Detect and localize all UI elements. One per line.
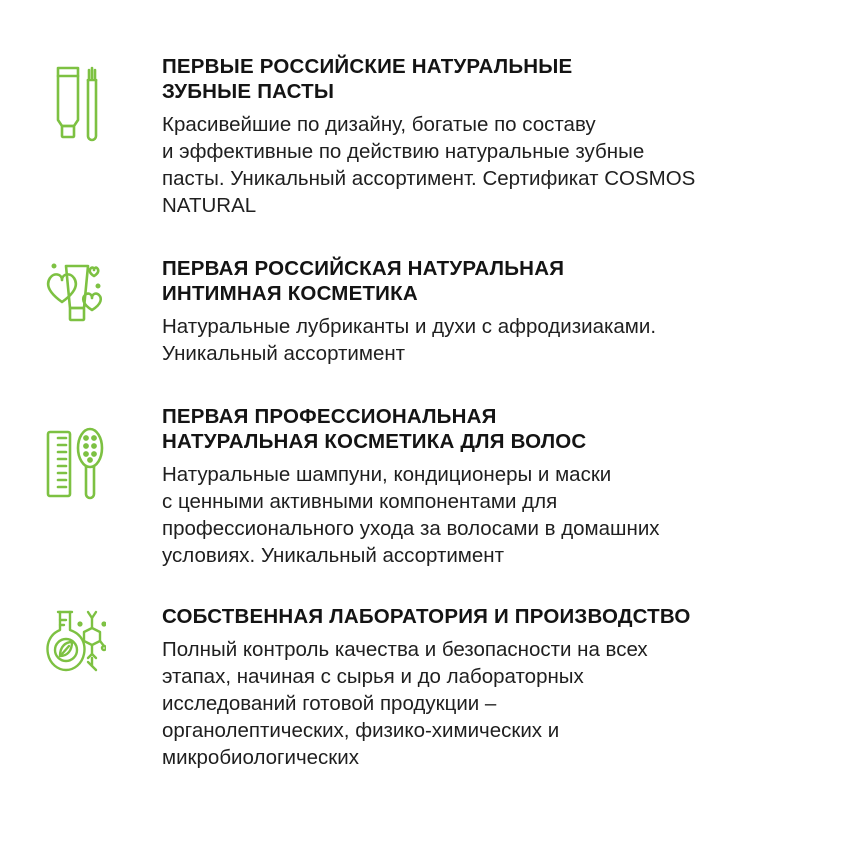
feature-title: ПЕРВЫЕ РОССИЙСКИЕ НАТУРАЛЬНЫЕ ЗУБНЫЕ ПАСТЫ <box>162 55 573 103</box>
feature-description: Натуральные шампуни, кондиционеры и маски с ценными активными компонентами для профессионального ухода за волосами в домашних условиях. Уникальный ассортимент <box>162 463 660 567</box>
feature-text <box>162 54 832 219</box>
feature-description: Натуральные лубриканты и духи с афродизиаками. Уникальный ассортимент <box>162 315 657 365</box>
feature-text <box>162 256 832 367</box>
feature-text <box>162 604 832 771</box>
feature-title: ПЕРВАЯ ПРОФЕССИОНАЛЬНАЯ НАТУРАЛЬНАЯ КОСМЕТИКА ДЛЯ ВОЛОС <box>162 405 587 453</box>
feature-title: СОБСТВЕННАЯ ЛАБОРАТОРИЯ И ПРОИЗВОДСТВО <box>162 605 691 628</box>
feature-title: ПЕРВАЯ РОССИЙСКАЯ НАТУРАЛЬНАЯ ИНТИМНАЯ КОСМЕТИКА <box>162 257 565 305</box>
toothpaste-toothbrush-icon <box>44 66 106 142</box>
hearts-tube-icon <box>44 258 106 334</box>
feature-text <box>162 404 832 569</box>
comb-hairbrush-icon <box>44 426 106 502</box>
feature-description: Красивейшие по дизайну, богатые по составу и эффективные по действию натуральные зубные пасты. Уникальный ассортимент. Сертификат COSMOS NATURAL <box>162 113 696 217</box>
feature-description: Полный контроль качества и безопасности на всех этапах, начиная с сырья и до лабораторных исследований готовой продукции – органолептических, физико-химических и микробиологических <box>162 638 648 769</box>
flask-leaf-molecule-icon <box>44 606 106 682</box>
